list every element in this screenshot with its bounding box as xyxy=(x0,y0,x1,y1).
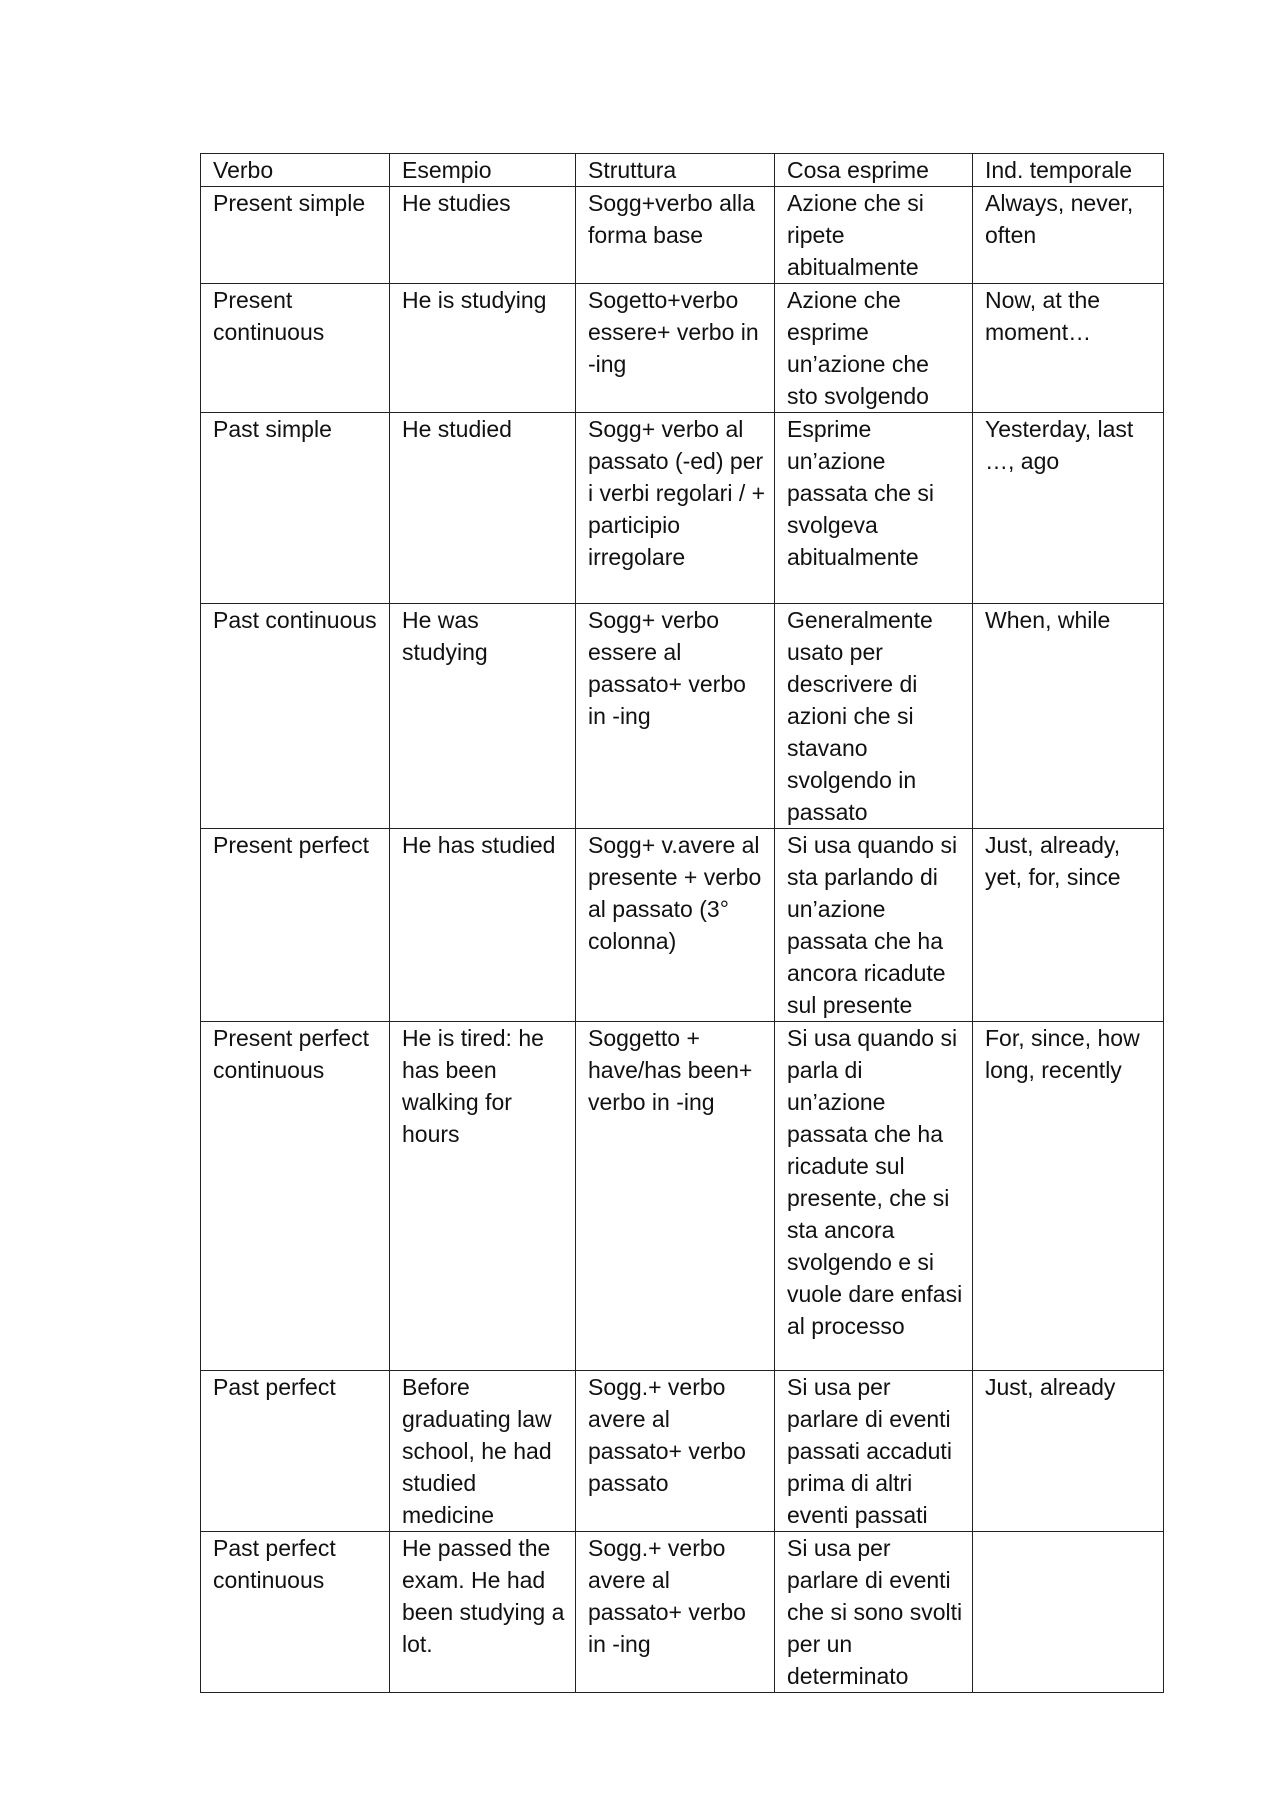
table-header-row xyxy=(201,154,1164,187)
cell-verbo: Present continuous xyxy=(201,284,390,413)
table-row xyxy=(201,604,1164,829)
table-row xyxy=(201,1532,1164,1693)
cell-cosa-esprime: Esprime un’azione passata che si svolgeva abitualmente xyxy=(775,413,973,604)
header-esempio: Esempio xyxy=(390,154,576,187)
cell-ind-temporale: Always, never, often xyxy=(973,187,1164,284)
cell-struttura: Sogg+ verbo al passato (-ed) per i verbi regolari / + participio irregolare xyxy=(576,413,775,604)
cell-struttura: Soggetto + have/has been+ verbo in -ing xyxy=(576,1022,775,1371)
cell-struttura: Sogg+verbo alla forma base xyxy=(576,187,775,284)
cell-cosa-esprime: Azione che si ripete abitualmente xyxy=(775,187,973,284)
cell-esempio: He has studied xyxy=(390,829,576,1022)
cell-struttura: Sogetto+verbo essere+ verbo in -ing xyxy=(576,284,775,413)
cell-esempio: He is tired: he has been walking for hours xyxy=(390,1022,576,1371)
cell-esempio: He passed the exam. He had been studying a lot. xyxy=(390,1532,576,1693)
cell-ind-temporale: When, while xyxy=(973,604,1164,829)
table-row xyxy=(201,187,1164,284)
cell-cosa-esprime: Si usa per parlare di eventi che si sono svolti per un determinato xyxy=(775,1532,973,1693)
verb-tenses-table xyxy=(200,153,1164,1693)
cell-esempio: He was studying xyxy=(390,604,576,829)
cell-verbo: Past simple xyxy=(201,413,390,604)
header-cosa-esprime: Cosa esprime xyxy=(775,154,973,187)
cell-struttura: Sogg+ v.avere al presente + verbo al passato (3° colonna) xyxy=(576,829,775,1022)
cell-struttura: Sogg+ verbo essere al passato+ verbo in -ing xyxy=(576,604,775,829)
cell-esempio: He studies xyxy=(390,187,576,284)
cell-verbo: Present simple xyxy=(201,187,390,284)
table-row xyxy=(201,829,1164,1022)
cell-esempio: He studied xyxy=(390,413,576,604)
cell-ind-temporale: Now, at the moment… xyxy=(973,284,1164,413)
cell-esempio: He is studying xyxy=(390,284,576,413)
cell-verbo: Present perfect xyxy=(201,829,390,1022)
cell-verbo: Past perfect continuous xyxy=(201,1532,390,1693)
cell-esempio: Before graduating law school, he had studied medicine xyxy=(390,1371,576,1532)
table-row xyxy=(201,413,1164,604)
header-struttura: Struttura xyxy=(576,154,775,187)
cell-verbo: Past continuous xyxy=(201,604,390,829)
table-row xyxy=(201,284,1164,413)
cell-cosa-esprime: Si usa quando si sta parlando di un’azione passata che ha ancora ricadute sul presente xyxy=(775,829,973,1022)
cell-ind-temporale: For, since, how long, recently xyxy=(973,1022,1164,1371)
cell-cosa-esprime: Si usa quando si parla di un’azione passata che ha ricadute sul presente, che si sta ancora svolgendo e si vuole dare enfasi al processo xyxy=(775,1022,973,1371)
table-row xyxy=(201,1022,1164,1371)
cell-ind-temporale: Yesterday, last …, ago xyxy=(973,413,1164,604)
cell-verbo: Present perfect continuous xyxy=(201,1022,390,1371)
cell-struttura: Sogg.+ verbo avere al passato+ verbo in -ing xyxy=(576,1532,775,1693)
table-row xyxy=(201,1371,1164,1532)
cell-ind-temporale: Just, already, yet, for, since xyxy=(973,829,1164,1022)
cell-cosa-esprime: Azione che esprime un’azione che sto svolgendo xyxy=(775,284,973,413)
header-verbo: Verbo xyxy=(201,154,390,187)
cell-cosa-esprime: Generalmente usato per descrivere di azioni che si stavano svolgendo in passato xyxy=(775,604,973,829)
cell-verbo: Past perfect xyxy=(201,1371,390,1532)
cell-cosa-esprime: Si usa per parlare di eventi passati accaduti prima di altri eventi passati xyxy=(775,1371,973,1532)
header-ind-temporale: Ind. temporale xyxy=(973,154,1164,187)
cell-ind-temporale: Just, already xyxy=(973,1371,1164,1532)
cell-ind-temporale xyxy=(973,1532,1164,1693)
cell-struttura: Sogg.+ verbo avere al passato+ verbo passato xyxy=(576,1371,775,1532)
